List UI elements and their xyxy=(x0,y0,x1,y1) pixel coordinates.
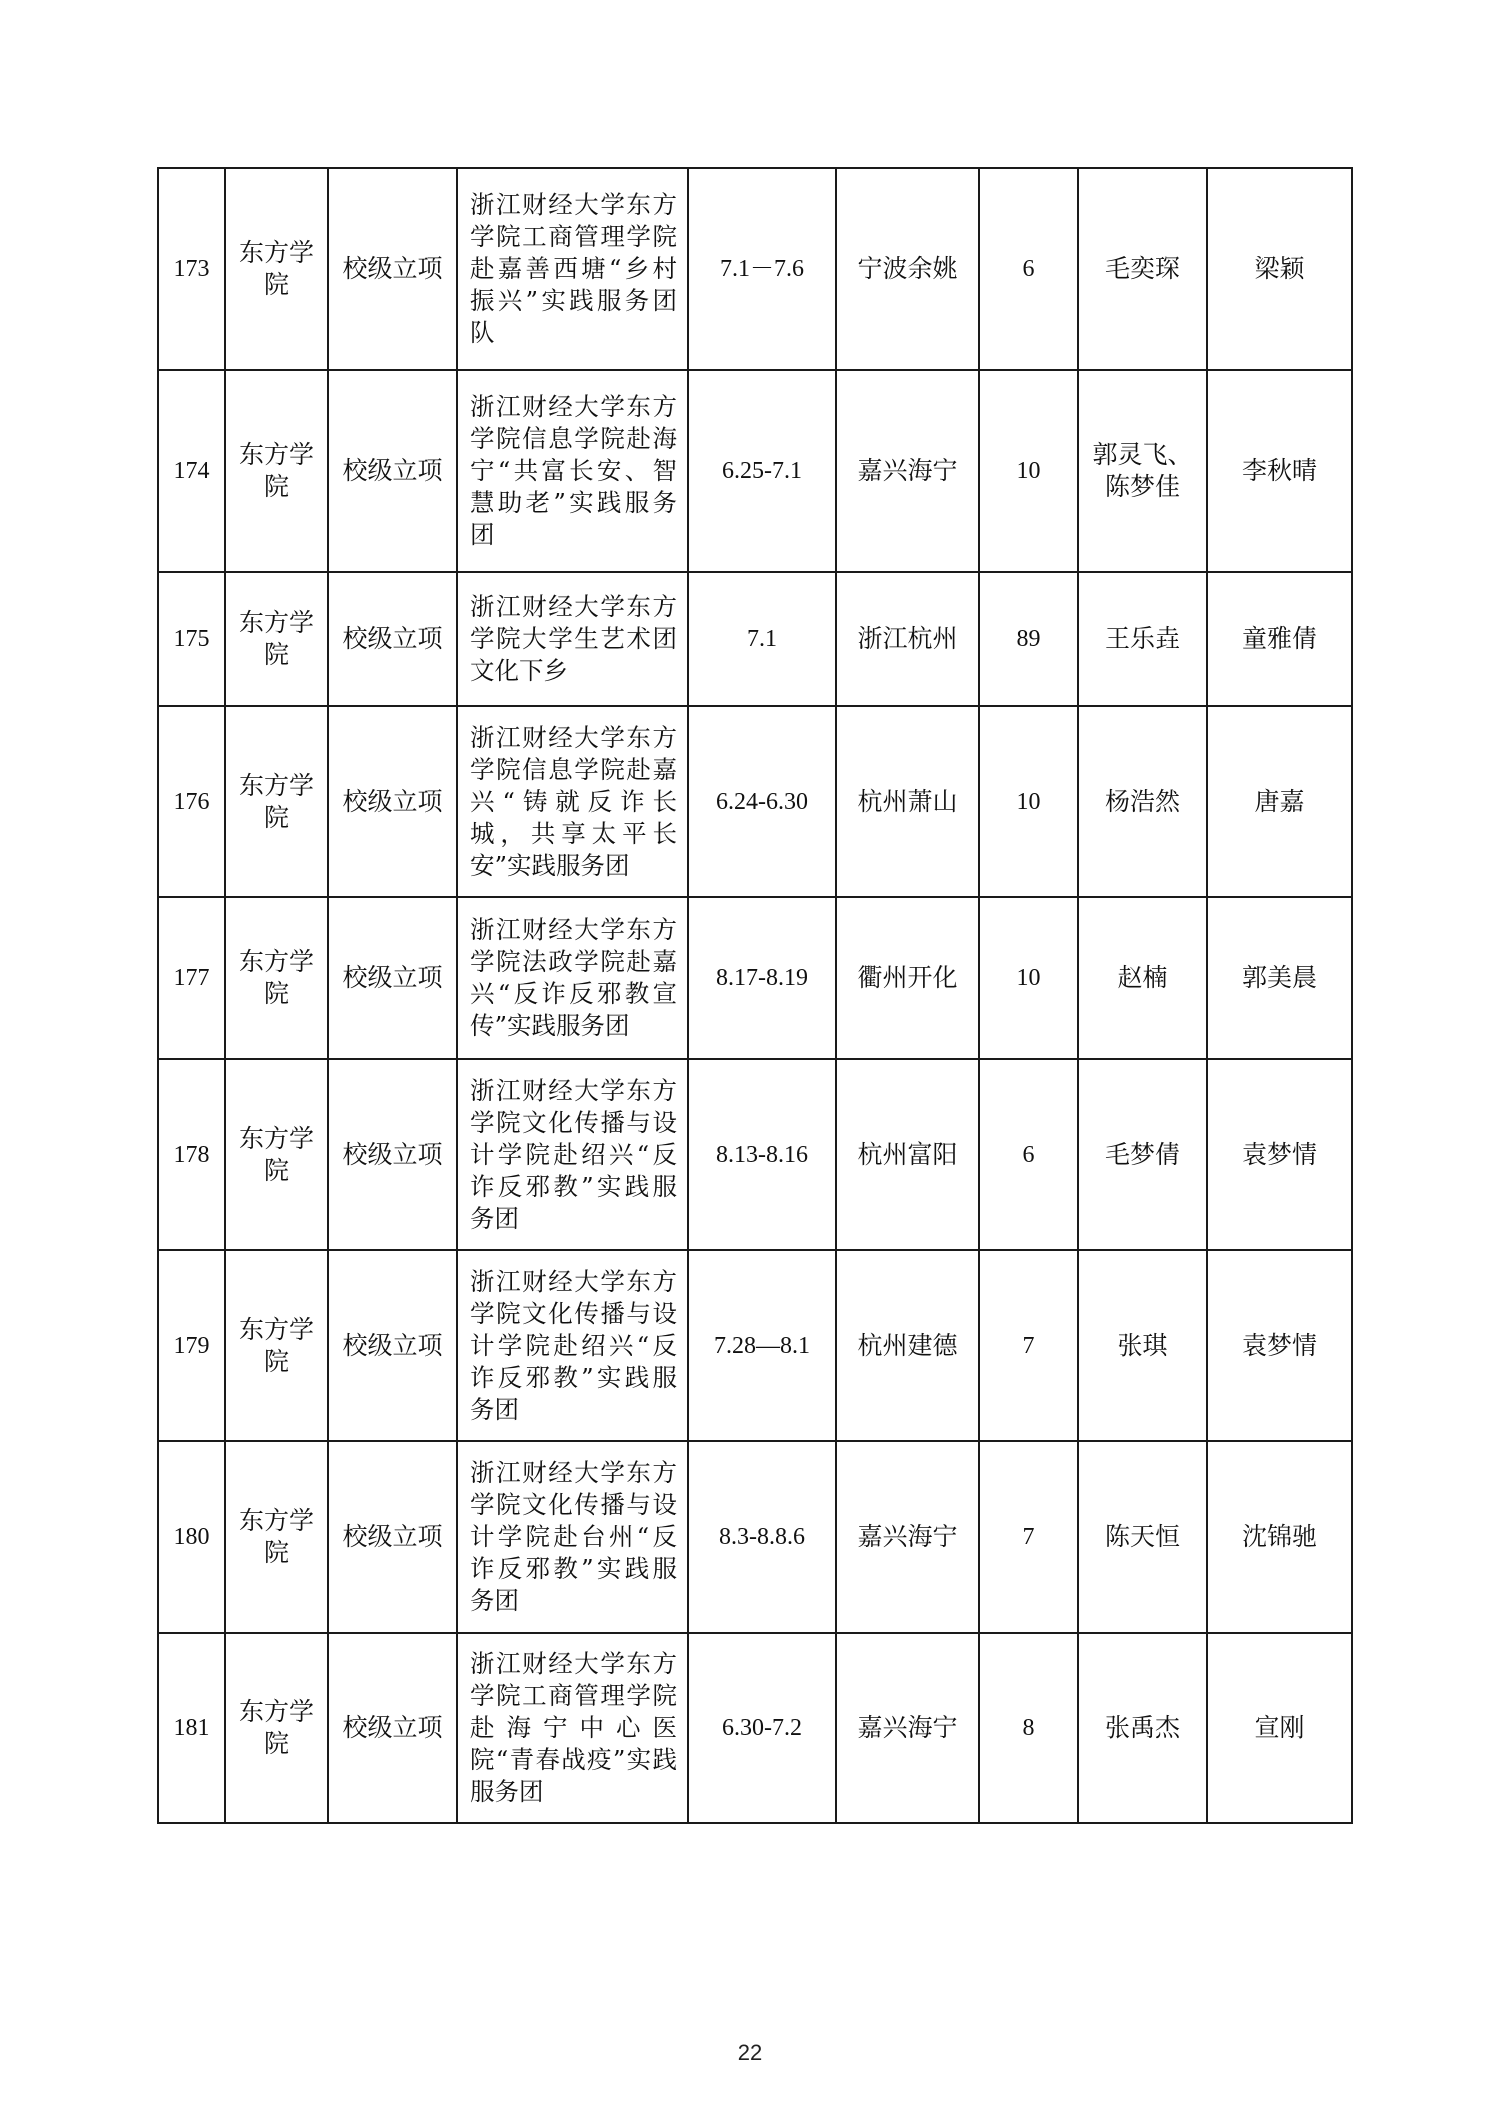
row-number: 178 xyxy=(158,1059,225,1250)
count-cell: 8 xyxy=(979,1633,1078,1823)
leader-text: 郭灵飞、陈梦佳 xyxy=(1092,440,1193,501)
leader-text: 王乐垚 xyxy=(1104,624,1180,653)
unit-text: 东方学院 xyxy=(238,1123,314,1185)
advisor-cell: 郭美晨 xyxy=(1207,897,1352,1059)
leader-cell xyxy=(1078,370,1207,572)
dates-cell: 8.13-8.16 xyxy=(688,1059,836,1250)
level-cell: 校级立项 xyxy=(328,1250,457,1441)
row-number: 176 xyxy=(158,706,225,897)
count-cell: 6 xyxy=(979,1059,1078,1250)
level-cell: 校级立项 xyxy=(328,370,457,572)
leader-text: 陈天恒 xyxy=(1104,1522,1180,1551)
unit-text: 东方学院 xyxy=(238,1697,314,1758)
leader-cell xyxy=(1078,897,1207,1059)
table-row xyxy=(158,1250,1352,1441)
location-cell: 浙江杭州 xyxy=(836,572,979,706)
unit-cell xyxy=(225,1250,328,1441)
advisor-cell: 李秋晴 xyxy=(1207,370,1352,572)
advisor-cell: 宣刚 xyxy=(1207,1633,1352,1823)
unit-text: 东方学院 xyxy=(238,238,314,299)
project-title: 浙江财经大学东方学院文化传播与设计学院赴台州“反诈反邪教”实践服务团 xyxy=(457,1441,688,1633)
unit-text: 东方学院 xyxy=(238,1314,314,1376)
table-row xyxy=(158,370,1352,572)
leader-text: 毛梦倩 xyxy=(1104,1139,1180,1169)
unit-text: 东方学院 xyxy=(238,440,314,501)
count-cell: 7 xyxy=(979,1441,1078,1633)
leader-cell xyxy=(1078,1633,1207,1823)
unit-cell xyxy=(225,706,328,897)
location-cell: 杭州萧山 xyxy=(836,706,979,897)
unit-text: 东方学院 xyxy=(238,947,314,1008)
location-cell: 嘉兴海宁 xyxy=(836,370,979,572)
unit-cell xyxy=(225,572,328,706)
advisor-cell: 沈锦驰 xyxy=(1207,1441,1352,1633)
unit-cell xyxy=(225,1441,328,1633)
leader-cell xyxy=(1078,706,1207,897)
dates-cell: 7.1－7.6 xyxy=(688,168,836,370)
row-number: 181 xyxy=(158,1633,225,1823)
level-cell: 校级立项 xyxy=(328,1441,457,1633)
unit-cell xyxy=(225,370,328,572)
row-number: 175 xyxy=(158,572,225,706)
table-row xyxy=(158,1441,1352,1633)
unit-text: 东方学院 xyxy=(238,608,314,669)
count-cell: 10 xyxy=(979,897,1078,1059)
location-cell: 嘉兴海宁 xyxy=(836,1633,979,1823)
advisor-cell: 唐嘉 xyxy=(1207,706,1352,897)
table-row xyxy=(158,706,1352,897)
row-number: 173 xyxy=(158,168,225,370)
row-number: 174 xyxy=(158,370,225,572)
row-number: 179 xyxy=(158,1250,225,1441)
location-cell: 杭州富阳 xyxy=(836,1059,979,1250)
unit-cell xyxy=(225,1059,328,1250)
advisor-cell: 袁梦情 xyxy=(1207,1059,1352,1250)
dates-cell: 8.3-8.8.6 xyxy=(688,1441,836,1633)
leader-cell xyxy=(1078,572,1207,706)
dates-cell: 6.24-6.30 xyxy=(688,706,836,897)
dates-cell: 6.25-7.1 xyxy=(688,370,836,572)
project-title: 浙江财经大学东方学院信息学院赴嘉兴“铸就反诈长城，共享太平长安”实践服务团 xyxy=(457,706,688,897)
table-row xyxy=(158,1633,1352,1823)
project-title: 浙江财经大学东方学院文化传播与设计学院赴绍兴“反诈反邪教”实践服务团 xyxy=(457,1250,688,1441)
leader-text: 赵楠 xyxy=(1117,963,1168,992)
advisor-cell: 袁梦情 xyxy=(1207,1250,1352,1441)
level-cell: 校级立项 xyxy=(328,706,457,897)
table-row xyxy=(158,897,1352,1059)
count-cell: 6 xyxy=(979,168,1078,370)
count-cell: 7 xyxy=(979,1250,1078,1441)
unit-cell xyxy=(225,168,328,370)
unit-cell xyxy=(225,1633,328,1823)
location-cell: 宁波余姚 xyxy=(836,168,979,370)
project-title: 浙江财经大学东方学院法政学院赴嘉兴“反诈反邪教宣传”实践服务团 xyxy=(457,897,688,1059)
project-title: 浙江财经大学东方学院文化传播与设计学院赴绍兴“反诈反邪教”实践服务团 xyxy=(457,1059,688,1250)
level-cell: 校级立项 xyxy=(328,1633,457,1823)
table-row xyxy=(158,572,1352,706)
level-cell: 校级立项 xyxy=(328,572,457,706)
page-number: 22 xyxy=(737,2040,763,2065)
leader-text: 杨浩然 xyxy=(1104,786,1180,816)
project-title: 浙江财经大学东方学院工商管理学院赴嘉善西塘“乡村振兴”实践服务团队 xyxy=(457,168,688,370)
project-title: 浙江财经大学东方学院信息学院赴海宁“共富长安、智慧助老”实践服务团 xyxy=(457,370,688,572)
dates-cell: 7.1 xyxy=(688,572,836,706)
project-title: 浙江财经大学东方学院大学生艺术团文化下乡 xyxy=(457,572,688,706)
advisor-cell: 梁颖 xyxy=(1207,168,1352,370)
row-number: 177 xyxy=(158,897,225,1059)
leader-cell xyxy=(1078,1059,1207,1250)
leader-cell xyxy=(1078,1250,1207,1441)
unit-text: 东方学院 xyxy=(238,770,314,832)
level-cell: 校级立项 xyxy=(328,1059,457,1250)
count-cell: 10 xyxy=(979,706,1078,897)
dates-cell: 6.30-7.2 xyxy=(688,1633,836,1823)
level-cell: 校级立项 xyxy=(328,897,457,1059)
leader-cell xyxy=(1078,1441,1207,1633)
advisor-cell: 童雅倩 xyxy=(1207,572,1352,706)
row-number: 180 xyxy=(158,1441,225,1633)
leader-text: 张禹杰 xyxy=(1104,1713,1180,1742)
leader-cell xyxy=(1078,168,1207,370)
leader-text: 毛奕琛 xyxy=(1104,254,1180,283)
count-cell: 10 xyxy=(979,370,1078,572)
table-row xyxy=(158,168,1352,370)
location-cell: 杭州建德 xyxy=(836,1250,979,1441)
project-title: 浙江财经大学东方学院工商管理学院赴海宁中心医院“青春战疫”实践服务团 xyxy=(457,1633,688,1823)
unit-text: 东方学院 xyxy=(238,1506,314,1567)
count-cell: 89 xyxy=(979,572,1078,706)
location-cell: 嘉兴海宁 xyxy=(836,1441,979,1633)
table-row xyxy=(158,1059,1352,1250)
project-table xyxy=(157,167,1353,1824)
unit-cell xyxy=(225,897,328,1059)
dates-cell: 8.17-8.19 xyxy=(688,897,836,1059)
level-cell: 校级立项 xyxy=(328,168,457,370)
location-cell: 衢州开化 xyxy=(836,897,979,1059)
leader-text: 张琪 xyxy=(1117,1330,1168,1360)
dates-cell: 7.28—8.1 xyxy=(688,1250,836,1441)
